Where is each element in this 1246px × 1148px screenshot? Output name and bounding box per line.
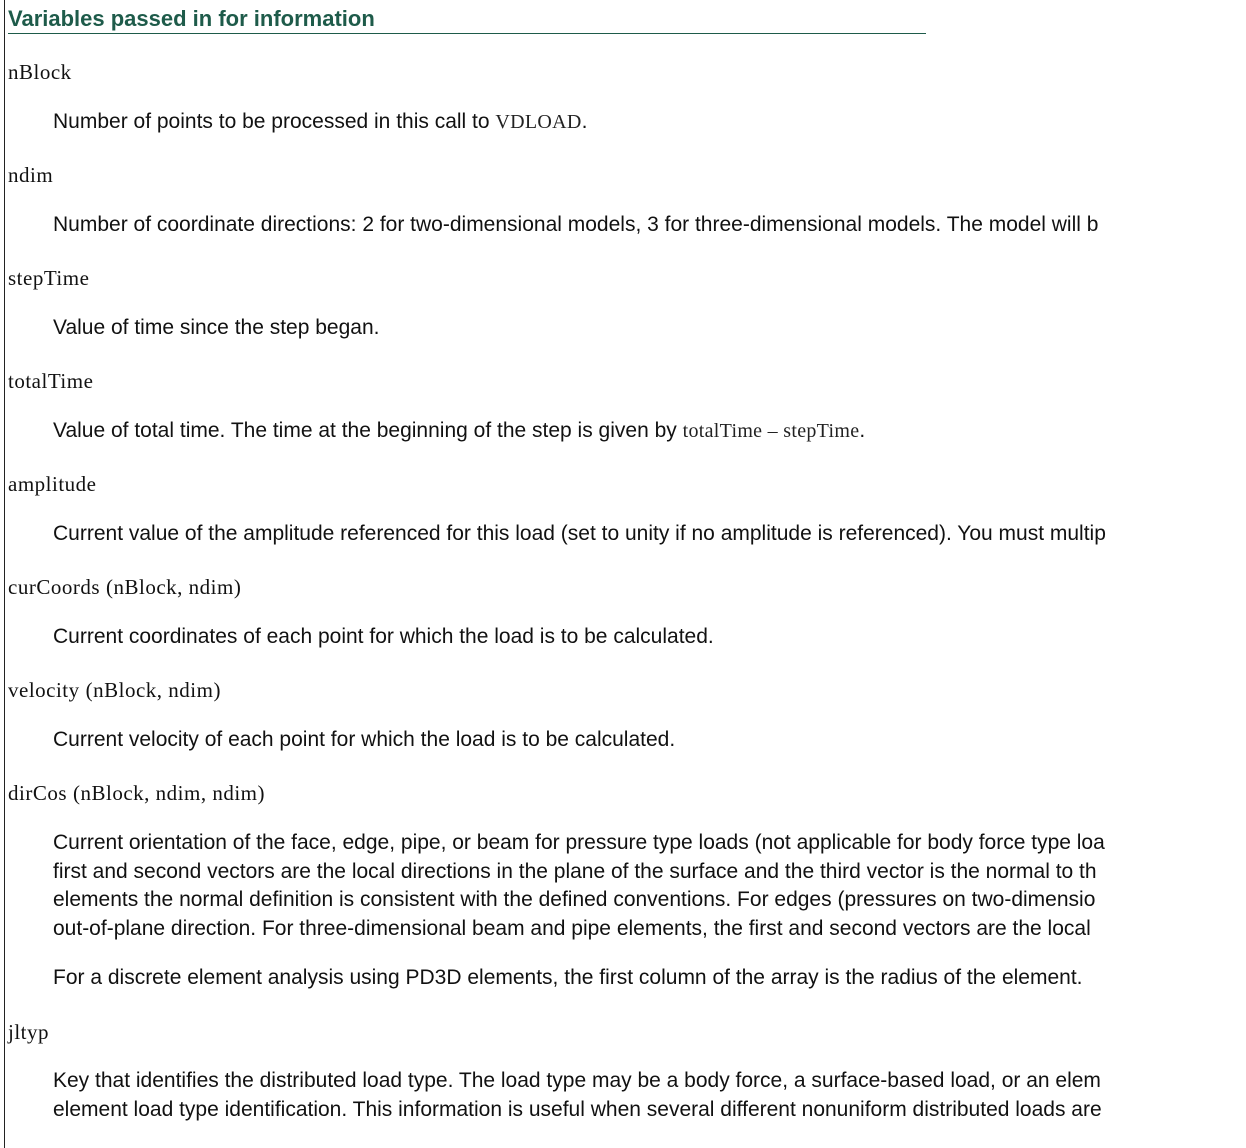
desc-totaltime [53,417,865,446]
desc-amplitude: Current value of the amplitude referenced for this load (set to unity if no amplitude is referenced). You must multip [53,522,1106,545]
left-border-rule [4,0,5,1148]
desc-line: out-of-plane direction. For three-dimensional beam and pipe elements, the first and second vectors are the local [53,916,1091,940]
desc-line: element load type identification. This information is useful when several different nonuniform distributed loads are [53,1097,1102,1121]
desc-dircos-pd3d: For a discrete element analysis using PD3D elements, the first column of the array is the radius of the element. [53,966,1083,989]
term-amplitude [8,471,96,497]
desc-text-end: . [859,419,866,442]
desc-velocity: Current velocity of each point for which the load is to be calculated. [53,728,676,751]
term-steptime [8,265,89,291]
desc-steptime: Value of time since the step began. [53,316,380,339]
desc-line: Current orientation of the face, edge, pipe, or beam for pressure type loads (not applicable for body force type loa [53,831,1105,854]
term-args: (nBlock, ndim) [85,678,221,702]
desc-text: Number of points to be processed in this call to [53,110,496,133]
term-args: (nBlock, ndim, ndim) [73,781,266,805]
term-jltyp [8,1019,49,1045]
desc-line: elements the normal definition is consistent with the defined conventions. For edges (pressures on two-dimensio [53,888,1096,911]
term-name: amplitude [8,472,97,496]
term-dircos [8,780,265,806]
term-totaltime [8,368,93,394]
desc-nblock [53,108,587,137]
term-name: velocity [8,678,80,702]
term-nblock [8,59,72,85]
term-name: jltyp [8,1020,50,1044]
desc-dircos [53,829,1105,943]
term-name: nBlock [8,60,72,84]
section-heading: Variables passed in for information [8,4,926,34]
desc-text-end: . [581,110,588,133]
term-ndim [8,162,53,188]
code-totaltime-expression: totalTime – stepTime [682,420,860,442]
term-name: stepTime [8,266,90,290]
desc-text: Value of total time. The time at the beginning of the step is given by [53,419,683,442]
term-curcoords [8,574,241,600]
desc-curcoords: Current coordinates of each point for which the load is to be calculated. [53,625,714,648]
desc-line: Key that identifies the distributed load type. The load type may be a body force, a surface-based load, or an elem [53,1069,1101,1092]
term-name: totalTime [8,369,94,393]
term-name: curCoords [8,575,100,599]
term-velocity [8,677,221,703]
term-name: dirCos [8,781,68,805]
desc-jltyp [53,1067,1102,1124]
term-name: ndim [8,163,54,187]
term-args: (nBlock, ndim) [106,575,242,599]
code-vdload: VDLOAD [495,111,582,133]
desc-line: first and second vectors are the local directions in the plane of the surface and the third vector is the normal to th [53,859,1097,883]
desc-ndim: Number of coordinate directions: 2 for two-dimensional models, 3 for three-dimensional models. The model will b [53,213,1099,236]
